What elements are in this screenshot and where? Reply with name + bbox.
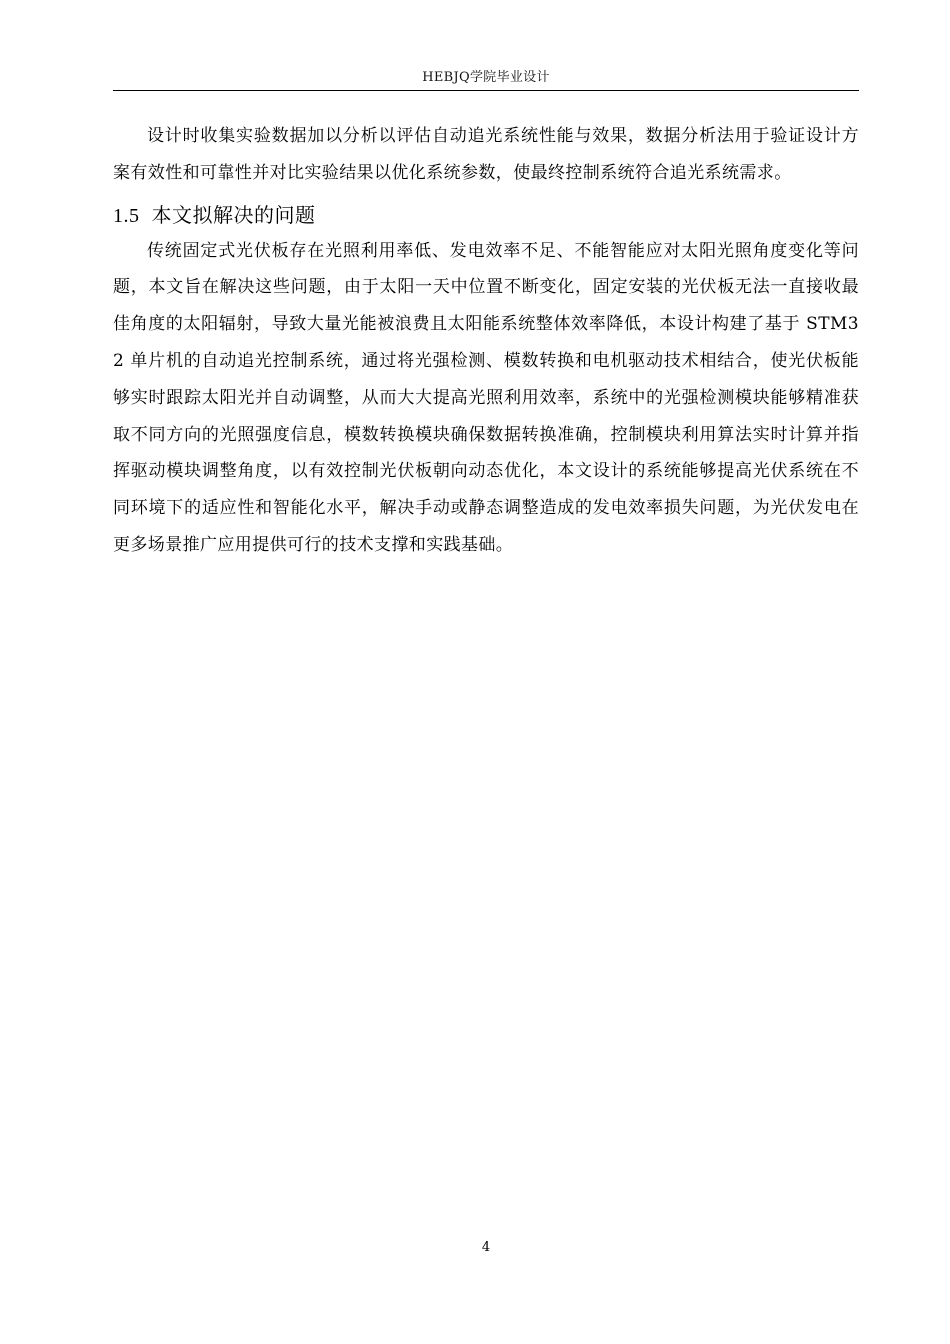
section-number: 1.5 <box>113 204 140 227</box>
section-paragraph: 传统固定式光伏板存在光照利用率低、发电效率不足、不能智能应对太阳光照角度变化等问题，本文旨在解决这些问题，由于太阳一天中位置不断变化，固定安装的光伏板无法一直接收最佳角度的太阳辐射，导致大量光能被浪费且太阳能系统整体效率降低，本设计构建了基于 STM32 单片机的自动追光控制系统，通过将光强检测、模数转换和电机驱动技术相结合，使光伏板能够实时跟踪太阳光并自动调整，从而大大提高光照利用效率，系统中的光强检测模块能够精准获取不同方向的光照强度信息，模数转换模块确保数据转换准确，控制模块利用算法实时计算并指挥驱动模块调整角度，以有效控制光伏板朝向动态优化，本文设计的系统能够提高光伏系统在不同环境下的适应性和智能化水平，解决手动或静态调整造成的发电效率损失问题，为光伏发电在更多场景推广应用提供可行的技术支撑和实践基础。 <box>113 240 859 555</box>
page-number: 4 <box>481 1240 491 1255</box>
section-title: 本文拟解决的问题 <box>151 202 316 227</box>
header-divider <box>113 90 859 91</box>
intro-paragraph: 设计时收集实验数据加以分析以评估自动追光系统性能与效果，数据分析法用于验证设计方案有效性和可靠性并对比实验结果以优化系统参数，使最终控制系统符合追光系统需求。 <box>113 126 859 183</box>
page-content <box>113 118 859 564</box>
section-heading <box>113 198 859 233</box>
running-header: HEBJQ学院毕业设计 <box>422 70 550 85</box>
